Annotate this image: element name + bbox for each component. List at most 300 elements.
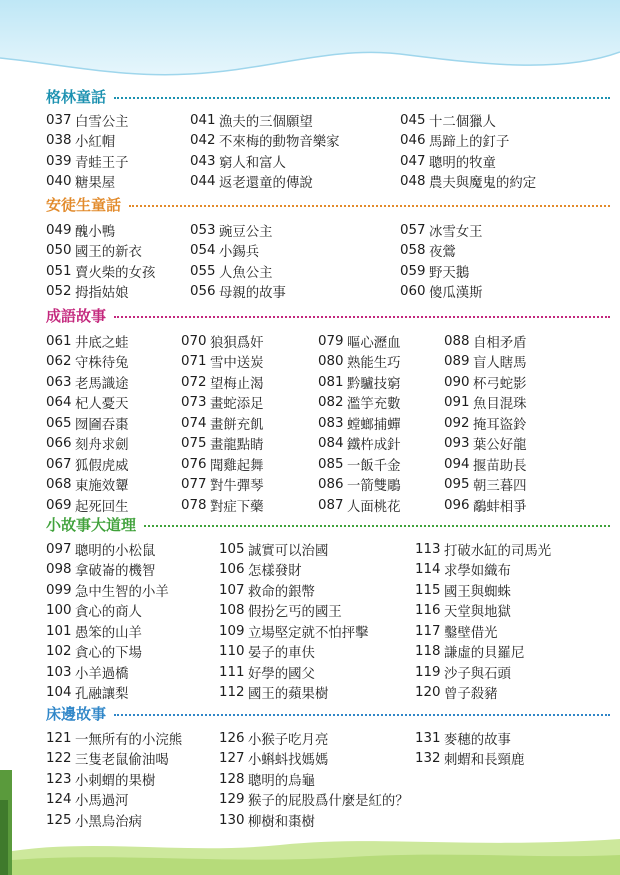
- story-title: 小猴子吃月亮: [248, 732, 329, 748]
- story-entry: [46, 131, 129, 152]
- story-title: 小刺蝟的果樹: [75, 773, 156, 789]
- story-number: 118: [415, 644, 441, 660]
- story-number: 129: [219, 792, 245, 808]
- story-number: 121: [46, 730, 72, 746]
- story-title: 賣火柴的女孩: [75, 265, 156, 281]
- story-number: 076: [181, 456, 207, 472]
- story-title: 杞人憂天: [75, 397, 129, 413]
- story-column: [46, 110, 129, 192]
- story-title: 小錫兵: [219, 245, 260, 261]
- story-entry: [46, 475, 129, 496]
- story-number: 108: [219, 603, 245, 619]
- story-entry: [46, 393, 129, 414]
- story-number: 046: [400, 133, 426, 149]
- story-title: 一飯千金: [347, 458, 401, 474]
- section-header: [46, 514, 610, 534]
- story-entry: [444, 495, 527, 516]
- tree-trunk-decoration: [0, 770, 16, 875]
- story-number: 045: [400, 112, 426, 128]
- story-column: [400, 220, 483, 302]
- story-entry: [400, 131, 536, 152]
- section-header: [46, 194, 610, 214]
- story-number: 085: [318, 456, 344, 472]
- story-title: 醜小鴨: [75, 224, 116, 240]
- story-number: 077: [181, 477, 207, 493]
- story-title: 猴子的屁股爲什麼是紅的？: [248, 794, 409, 810]
- story-number: 124: [46, 792, 72, 808]
- story-number: 107: [219, 582, 245, 598]
- story-number: 066: [46, 436, 72, 452]
- story-title: 聞雞起舞: [210, 458, 264, 474]
- story-column: [318, 331, 401, 516]
- story-title: 魚目混珠: [473, 397, 527, 413]
- section-header: [46, 703, 610, 723]
- story-number: 038: [46, 133, 72, 149]
- story-entry: [46, 749, 182, 770]
- story-entry: [46, 110, 129, 131]
- story-entry: [219, 683, 369, 704]
- story-number: 127: [219, 751, 245, 767]
- story-title: 盲人瞎馬: [473, 356, 527, 372]
- story-entry: [46, 372, 129, 393]
- story-number: 047: [400, 153, 426, 169]
- story-entry: [181, 352, 264, 373]
- story-title: 漁夫的三個願望: [219, 114, 313, 130]
- story-entry: [181, 331, 264, 352]
- story-number: 117: [415, 623, 441, 639]
- story-title: 囫圇吞棗: [75, 417, 129, 433]
- story-title: 揠苗助長: [473, 458, 527, 474]
- story-title: 夜鶯: [429, 245, 456, 261]
- story-number: 049: [46, 222, 72, 238]
- story-number: 086: [318, 477, 344, 493]
- story-entry: [190, 131, 340, 152]
- story-column: [415, 539, 551, 703]
- story-number: 044: [190, 174, 216, 190]
- story-number: 068: [46, 477, 72, 493]
- story-column: [219, 539, 369, 703]
- story-number: 109: [219, 623, 245, 639]
- sky-wave-decoration: [0, 0, 620, 90]
- story-title: 自相矛盾: [473, 335, 527, 351]
- story-entry: [46, 434, 129, 455]
- story-entry: [444, 475, 527, 496]
- story-number: 081: [318, 374, 344, 390]
- story-title: 誠實可以治國: [248, 543, 329, 559]
- story-title: 小羊過橋: [75, 666, 129, 682]
- story-entry: [46, 261, 155, 282]
- story-title: 濫竽充數: [347, 397, 401, 413]
- story-title: 好學的國父: [248, 666, 315, 682]
- story-entry: [400, 282, 483, 303]
- story-entry: [400, 110, 536, 131]
- story-number: 099: [46, 582, 72, 598]
- story-entry: [46, 683, 169, 704]
- story-entry: [181, 475, 264, 496]
- story-column: [400, 110, 536, 192]
- story-number: 125: [46, 812, 72, 828]
- story-number: 059: [400, 263, 426, 279]
- story-number: 096: [444, 497, 470, 513]
- story-number: 043: [190, 153, 216, 169]
- story-number: 131: [415, 730, 441, 746]
- story-column: [190, 110, 340, 192]
- story-title: 狼狽爲奸: [210, 335, 264, 351]
- story-number: 090: [444, 374, 470, 390]
- story-number: 115: [415, 582, 441, 598]
- story-entry: [181, 495, 264, 516]
- story-number: 087: [318, 497, 344, 513]
- story-number: 116: [415, 603, 441, 619]
- story-title: 白雪公主: [75, 114, 129, 130]
- story-entry: [46, 539, 169, 560]
- story-number: 102: [46, 644, 72, 660]
- story-number: 055: [190, 263, 216, 279]
- story-title: 朝三暮四: [473, 479, 527, 495]
- story-entry: [181, 372, 264, 393]
- story-entry: [46, 151, 129, 172]
- story-entry: [318, 434, 401, 455]
- story-title: 返老還童的傳說: [219, 176, 313, 192]
- section-header: [46, 305, 610, 325]
- story-number: 050: [46, 243, 72, 259]
- story-title: 怎樣發財: [248, 564, 302, 580]
- story-title: 雪中送炭: [210, 356, 264, 372]
- story-entry: [46, 790, 182, 811]
- story-entry: [415, 642, 551, 663]
- story-title: 愚笨的山羊: [75, 625, 142, 641]
- story-title: 國王的蘋果樹: [248, 687, 329, 703]
- story-entry: [318, 454, 401, 475]
- story-entry: [219, 601, 369, 622]
- story-entry: [318, 331, 401, 352]
- story-title: 救命的銀幣: [248, 584, 315, 600]
- story-entry: [444, 434, 527, 455]
- story-title: 貪心的商人: [75, 605, 142, 621]
- story-entry: [46, 241, 155, 262]
- story-entry: [400, 261, 483, 282]
- story-column: [46, 539, 169, 703]
- story-entry: [219, 790, 409, 811]
- story-title: 馬蹄上的釘子: [429, 135, 510, 151]
- story-entry: [46, 621, 169, 642]
- story-number: 092: [444, 415, 470, 431]
- story-number: 079: [318, 333, 344, 349]
- story-number: 051: [46, 263, 72, 279]
- story-number: 054: [190, 243, 216, 259]
- story-title: 對牛彈琴: [210, 479, 264, 495]
- story-title: 麥穗的故事: [444, 732, 511, 748]
- story-number: 088: [444, 333, 470, 349]
- story-number: 061: [46, 333, 72, 349]
- story-title: 起死回生: [75, 499, 129, 515]
- story-number: 091: [444, 395, 470, 411]
- story-entry: [400, 241, 483, 262]
- story-title: 刻舟求劍: [75, 438, 129, 454]
- story-entry: [318, 475, 401, 496]
- section-title: 安徒生童話: [46, 195, 122, 214]
- story-entry: [318, 352, 401, 373]
- story-title: 十二個獵人: [429, 114, 496, 130]
- story-title: 一箭雙鵰: [347, 479, 401, 495]
- story-entry: [219, 662, 369, 683]
- story-title: 嘔心瀝血: [347, 335, 401, 351]
- story-title: 三隻老鼠偷油喝: [75, 753, 169, 769]
- story-entry: [46, 352, 129, 373]
- story-title: 野天鵝: [429, 265, 470, 281]
- story-entry: [46, 560, 169, 581]
- story-entry: [46, 769, 182, 790]
- dotted-divider: [129, 205, 610, 207]
- story-entry: [444, 413, 527, 434]
- story-title: 鑿壁借光: [444, 625, 498, 641]
- story-title: 井底之蛙: [75, 335, 129, 351]
- story-entry: [181, 454, 264, 475]
- story-number: 095: [444, 477, 470, 493]
- story-number: 040: [46, 174, 72, 190]
- story-number: 083: [318, 415, 344, 431]
- story-number: 070: [181, 333, 207, 349]
- story-entry: [318, 393, 401, 414]
- story-title: 青蛙王子: [75, 155, 129, 171]
- story-number: 063: [46, 374, 72, 390]
- story-entry: [181, 413, 264, 434]
- story-title: 人面桃花: [347, 499, 401, 515]
- story-number: 101: [46, 623, 72, 639]
- story-entry: [444, 454, 527, 475]
- story-entry: [400, 151, 536, 172]
- story-number: 071: [181, 354, 207, 370]
- story-title: 求學如織布: [444, 564, 511, 580]
- story-title: 謙虛的貝羅尼: [444, 646, 525, 662]
- story-title: 窮人和富人: [219, 155, 286, 171]
- story-number: 069: [46, 497, 72, 513]
- story-title: 假扮乞丐的國王: [248, 605, 342, 621]
- section-title: 格林童話: [46, 87, 107, 106]
- story-title: 柳樹和棗樹: [248, 814, 315, 830]
- story-entry: [444, 331, 527, 352]
- story-number: 113: [415, 541, 441, 557]
- story-number: 073: [181, 395, 207, 411]
- story-title: 立場堅定就不怕抨擊: [248, 625, 369, 641]
- story-title: 黔驢技窮: [347, 376, 401, 392]
- story-title: 東施效顰: [75, 479, 129, 495]
- dotted-divider: [114, 714, 610, 716]
- story-number: 104: [46, 685, 72, 701]
- story-entry: [46, 220, 155, 241]
- story-number: 084: [318, 436, 344, 452]
- story-title: 聰明的小松鼠: [75, 543, 156, 559]
- story-title: 國王的新衣: [75, 245, 142, 261]
- story-number: 052: [46, 284, 72, 300]
- story-entry: [444, 352, 527, 373]
- section-title: 成語故事: [46, 306, 107, 325]
- story-entry: [444, 393, 527, 414]
- story-title: 貪心的下場: [75, 646, 142, 662]
- story-entry: [46, 172, 129, 193]
- story-number: 042: [190, 133, 216, 149]
- story-entry: [219, 539, 369, 560]
- story-title: 熟能生巧: [347, 356, 401, 372]
- story-number: 075: [181, 436, 207, 452]
- story-entry: [190, 220, 286, 241]
- story-title: 冰雪女王: [429, 224, 483, 240]
- story-entry: [400, 172, 536, 193]
- story-entry: [190, 241, 286, 262]
- story-entry: [190, 110, 340, 131]
- story-entry: [219, 642, 369, 663]
- story-number: 103: [46, 664, 72, 680]
- story-number: 058: [400, 243, 426, 259]
- story-number: 094: [444, 456, 470, 472]
- dotted-divider: [114, 316, 610, 318]
- story-title: 小黑烏治病: [75, 814, 142, 830]
- story-entry: [415, 728, 524, 749]
- story-title: 小馬過河: [75, 794, 129, 810]
- story-entry: [415, 601, 551, 622]
- story-entry: [415, 621, 551, 642]
- story-title: 天堂與地獄: [444, 605, 511, 621]
- story-number: 130: [219, 812, 245, 828]
- story-title: 狐假虎威: [75, 458, 129, 474]
- story-entry: [219, 580, 369, 601]
- story-entry: [415, 560, 551, 581]
- story-number: 037: [46, 112, 72, 128]
- story-number: 048: [400, 174, 426, 190]
- story-title: 畫餅充飢: [210, 417, 264, 433]
- story-column: [190, 220, 286, 302]
- story-number: 080: [318, 354, 344, 370]
- story-column: [46, 331, 129, 516]
- story-number: 126: [219, 730, 245, 746]
- story-entry: [219, 749, 409, 770]
- story-entry: [415, 580, 551, 601]
- story-title: 守株待兔: [75, 356, 129, 372]
- dotted-divider: [144, 525, 610, 527]
- story-number: 110: [219, 644, 245, 660]
- story-title: 葉公好龍: [473, 438, 527, 454]
- story-title: 聰明的烏龜: [248, 773, 315, 789]
- story-entry: [219, 621, 369, 642]
- story-entry: [190, 282, 286, 303]
- story-number: 072: [181, 374, 207, 390]
- story-title: 糖果屋: [75, 176, 116, 192]
- story-number: 078: [181, 497, 207, 513]
- story-number: 065: [46, 415, 72, 431]
- story-number: 123: [46, 771, 72, 787]
- story-entry: [415, 539, 551, 560]
- section-title: 床邊故事: [46, 704, 107, 723]
- story-title: 人魚公主: [219, 265, 273, 281]
- story-entry: [46, 413, 129, 434]
- story-column: [46, 220, 155, 302]
- story-number: 120: [415, 685, 441, 701]
- story-number: 093: [444, 436, 470, 452]
- story-column: [444, 331, 527, 516]
- story-title: 畫蛇添足: [210, 397, 264, 413]
- story-entry: [46, 662, 169, 683]
- story-title: 鷸蚌相爭: [473, 499, 527, 515]
- story-number: 106: [219, 562, 245, 578]
- story-number: 132: [415, 751, 441, 767]
- story-entry: [46, 331, 129, 352]
- story-title: 小蝌蚪找媽媽: [248, 753, 329, 769]
- story-title: 一無所有的小浣熊: [75, 732, 183, 748]
- story-number: 060: [400, 284, 426, 300]
- story-number: 067: [46, 456, 72, 472]
- story-title: 農夫與魔鬼的約定: [429, 176, 537, 192]
- section-title: 小故事大道理: [46, 515, 137, 534]
- story-title: 老馬識途: [75, 376, 129, 392]
- story-entry: [46, 728, 182, 749]
- story-title: 沙子與石頭: [444, 666, 511, 682]
- story-number: 089: [444, 354, 470, 370]
- story-title: 不來梅的動物音樂家: [219, 135, 340, 151]
- story-title: 望梅止渴: [210, 376, 264, 392]
- story-entry: [415, 749, 524, 770]
- story-entry: [190, 261, 286, 282]
- story-title: 鐵杵成針: [347, 438, 401, 454]
- story-number: 057: [400, 222, 426, 238]
- story-title: 掩耳盜鈴: [473, 417, 527, 433]
- story-number: 112: [219, 685, 245, 701]
- story-entry: [46, 454, 129, 475]
- story-number: 119: [415, 664, 441, 680]
- story-number: 039: [46, 153, 72, 169]
- story-number: 082: [318, 395, 344, 411]
- story-title: 打破水缸的司馬光: [444, 543, 552, 559]
- story-entry: [444, 372, 527, 393]
- story-title: 曾子殺豬: [444, 687, 498, 703]
- story-entry: [219, 560, 369, 581]
- story-title: 傻瓜漢斯: [429, 286, 483, 302]
- story-entry: [46, 601, 169, 622]
- story-entry: [181, 393, 264, 414]
- story-entry: [219, 769, 409, 790]
- story-entry: [190, 172, 340, 193]
- story-number: 074: [181, 415, 207, 431]
- story-entry: [190, 151, 340, 172]
- story-number: 122: [46, 751, 72, 767]
- story-title: 杯弓蛇影: [473, 376, 527, 392]
- story-entry: [318, 495, 401, 516]
- story-entry: [415, 662, 551, 683]
- story-title: 急中生智的小羊: [75, 584, 169, 600]
- story-title: 孔融讓梨: [75, 687, 129, 703]
- story-title: 小紅帽: [75, 135, 116, 151]
- story-title: 豌豆公主: [219, 224, 273, 240]
- story-title: 聰明的牧童: [429, 155, 496, 171]
- story-number: 062: [46, 354, 72, 370]
- grass-hill-decoration: [0, 812, 620, 875]
- story-number: 053: [190, 222, 216, 238]
- story-entry: [318, 413, 401, 434]
- story-column: [181, 331, 264, 516]
- story-entry: [318, 372, 401, 393]
- story-title: 國王與蜘蛛: [444, 584, 511, 600]
- story-entry: [46, 580, 169, 601]
- story-number: 105: [219, 541, 245, 557]
- story-title: 對症下藥: [210, 499, 264, 515]
- story-title: 拇指姑娘: [75, 286, 129, 302]
- story-title: 母親的故事: [219, 286, 286, 302]
- story-title: 畫龍點睛: [210, 438, 264, 454]
- story-entry: [46, 642, 169, 663]
- story-number: 041: [190, 112, 216, 128]
- story-number: 100: [46, 603, 72, 619]
- story-column: [415, 728, 524, 769]
- story-title: 晏子的車伕: [248, 646, 315, 662]
